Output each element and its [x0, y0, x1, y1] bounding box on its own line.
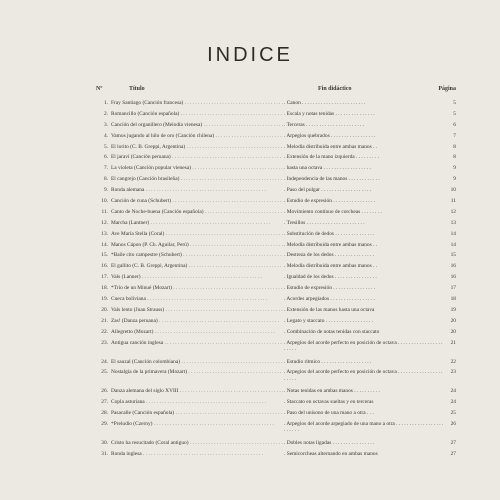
entry-number: 18.	[101, 285, 108, 292]
entry-purpose: . Arpegios quebrados . . . . . . . . . . . . . . . . .	[284, 132, 376, 139]
entry-number: 30.	[101, 440, 108, 447]
entry-page: 25	[450, 410, 456, 417]
entry-purpose: . Paso del unísono de una mano a otra . . .	[284, 410, 374, 417]
index-row	[96, 410, 456, 421]
entry-purpose: . Dobles notas ligadas . . . . . . . . . . . . . . . .	[284, 440, 375, 447]
entry-purpose: . Igualdad de los dedos . . . . . . . . . . . . . . . .	[284, 274, 377, 281]
index-row	[96, 122, 456, 133]
entry-title: Pasacalle (Canción española) . . .	[111, 410, 283, 416]
index-row	[96, 440, 456, 451]
index-row	[96, 399, 456, 410]
entry-title: Cueca boliviana . . .	[111, 296, 283, 302]
page-title: INDICE	[207, 44, 293, 66]
entry-page: 6	[453, 121, 456, 128]
entry-number: 17.	[101, 274, 108, 281]
entry-purpose: . Melodía distribuida entre ambas manos . .	[284, 143, 378, 150]
entry-title: Cristo ha resucitado (Coral antiguo) . . .	[111, 440, 283, 446]
entry-title: Canción del organillero (Melodía vienesa) . . .	[111, 122, 283, 128]
entry-page: 9	[453, 165, 456, 172]
entry-number: 12.	[101, 219, 108, 226]
index-row	[96, 318, 456, 329]
entry-purpose: . Estudio de expresión . . . . . . . . . . . . . . . .	[284, 198, 376, 205]
entry-number: 2.	[103, 110, 108, 117]
entry-page: 23	[450, 369, 456, 376]
index-row	[96, 133, 456, 144]
entry-number: 21.	[101, 317, 108, 324]
index-row	[96, 329, 456, 340]
index-row	[96, 451, 456, 462]
entry-title: Manos Cápon (P. Ch. Aguilar, Perú) . . .	[111, 242, 283, 248]
index-row	[96, 340, 456, 359]
entry-title: Vals (Lanner) . . .	[111, 274, 283, 280]
entry-page: 13	[450, 219, 456, 226]
entry-number: 8.	[103, 176, 108, 183]
entry-number: 11.	[101, 208, 108, 215]
entry-purpose: . Estudio de expresión . . . . . . . . . . . . . . . .	[284, 285, 376, 292]
entry-title: Nostalgia de la primavera (Mozart) . . .	[111, 369, 283, 375]
entry-purpose: . Escala y notas tenidas . . . . . . . . . . . . . . .	[284, 110, 375, 117]
entry-page: 14	[450, 241, 456, 248]
entry-number: 22.	[101, 328, 108, 335]
entry-title: *Trío de un Minué (Mozart) . . .	[111, 285, 283, 291]
entry-page: 16	[450, 263, 456, 270]
index-row	[96, 187, 456, 198]
index-row	[96, 231, 456, 242]
entry-purpose: . Legato y staccato . . . . . . . . . . . . . . . . . .	[284, 317, 373, 324]
entry-number: 6.	[103, 154, 108, 161]
entry-number: 28.	[101, 410, 108, 417]
entry-page: 8	[453, 143, 456, 150]
index-row	[96, 144, 456, 155]
index-row	[96, 111, 456, 122]
header-page: Página	[438, 86, 456, 92]
entry-number: 23.	[101, 339, 108, 346]
entry-title: El lorito (C. B. Greppi, Argentina) . . .	[111, 144, 283, 150]
entry-page: 15	[450, 252, 456, 259]
entry-title: Canto de Noche-buena (Canción española) . . .	[111, 209, 283, 215]
entry-page: 26	[450, 421, 456, 428]
entry-purpose: . Notas tenidas en ambas manos . . . . . . . . . .	[284, 388, 380, 395]
entry-purpose: . hasta una octava . . . . . . . . . . . . . . . . . .	[284, 165, 371, 172]
header-title: Título	[129, 86, 145, 92]
entry-purpose: . Paso del pulgar . . . . . . . . . . . . . . . . . . .	[284, 187, 372, 194]
entry-page: 7	[453, 132, 456, 139]
index-row	[96, 198, 456, 209]
entry-purpose: . Acordes arpegiados . . . . . . . . . . . . . . . . .	[284, 296, 375, 303]
entry-title: El gallito (C. B. Greppi, Argentina) . . .	[111, 263, 283, 269]
entry-number: 26.	[101, 388, 108, 395]
entry-number: 7.	[103, 165, 108, 172]
index-row	[96, 359, 456, 370]
entry-page: 5	[453, 110, 456, 117]
entry-title: Fray Santiago (Canción francesa) . . .	[111, 100, 283, 106]
entry-title: Canción de cuna (Schubert) . . .	[111, 198, 283, 204]
entry-number: 14.	[101, 241, 108, 248]
entry-page: 20	[450, 317, 456, 324]
entry-purpose: . Movimiento contínuo de corcheas . . . . . . . .	[284, 208, 382, 215]
entry-title: La violeta (Canción popular vienesa) . . .	[111, 165, 283, 171]
entry-page: 12	[450, 208, 456, 215]
index-row	[96, 388, 456, 399]
entry-page: 19	[450, 306, 456, 313]
entry-purpose: . Extensión de la mano izquierda . . . . . . . . .	[284, 154, 379, 161]
entry-number: 3.	[103, 121, 108, 128]
entry-number: 25.	[101, 369, 108, 376]
entry-purpose: . Staccato en octavas sueltas y en terceras	[284, 399, 374, 406]
index-row	[96, 176, 456, 187]
entry-page: 9	[453, 176, 456, 183]
index-row	[96, 296, 456, 307]
entry-title: Antigua canción inglesa . . .	[111, 340, 283, 346]
entry-page: 27	[450, 451, 456, 458]
entry-page: 24	[450, 399, 456, 406]
index-row	[96, 154, 456, 165]
entry-number: 19.	[101, 296, 108, 303]
index-row	[96, 220, 456, 231]
entry-page: 16	[450, 274, 456, 281]
entry-title: Zas! (Danza peruana) . . .	[111, 318, 283, 324]
table-header	[96, 86, 456, 96]
entry-page: 24	[450, 388, 456, 395]
entry-title: Ronda inglesa . . .	[111, 451, 283, 457]
entry-number: 27.	[101, 399, 108, 406]
entry-title: Marcha (Lantner) . . .	[111, 220, 283, 226]
entry-title: Ave María Stella (Coral) . . .	[111, 231, 283, 237]
entry-page: 27	[450, 440, 456, 447]
entry-title: Vamos jugando al hilo de oro (Canción chilena) . . .	[111, 133, 283, 139]
index-row	[96, 274, 456, 285]
entry-number: 31.	[101, 451, 108, 458]
entry-page: 22	[450, 358, 456, 365]
header-number: Nº	[96, 86, 103, 92]
entry-title: Vals lento (Juan Strauss) . . .	[111, 307, 283, 313]
entry-purpose: . Combinación de notas tenidas con staccato	[284, 328, 380, 335]
entry-number: 15.	[101, 252, 108, 259]
entry-purpose: . Canon . . . . . . . . . . . . . . . . . . . . . . . .	[284, 100, 366, 106]
index-row	[96, 252, 456, 263]
entry-title: El jaraví (Canción peruana) . . .	[111, 154, 283, 160]
entry-page: 21	[450, 339, 456, 346]
entry-number: 29.	[101, 421, 108, 428]
entry-page: 10	[450, 187, 456, 194]
entry-number: 5.	[103, 143, 108, 150]
entry-number: 1.	[103, 100, 108, 106]
index-row	[96, 165, 456, 176]
entry-number: 24.	[101, 358, 108, 365]
entry-title: Romancillo (Canción española) . . .	[111, 111, 283, 117]
entry-title: *Baile cito campestre (Schubert) . . .	[111, 252, 283, 258]
index-row	[96, 100, 456, 111]
entry-page: 17	[450, 285, 456, 292]
entry-title: *Preludio (Czerny) . . .	[111, 421, 283, 427]
index-row	[96, 369, 456, 388]
index-row	[96, 263, 456, 274]
entry-purpose: . Terceras . . . . . . . . . . . . . . . . . . . . . .	[284, 121, 365, 128]
entry-page: 14	[450, 230, 456, 237]
index-row	[96, 242, 456, 253]
entry-title: Allegretto (Mozart) . . .	[111, 329, 283, 335]
entry-purpose: . Extensión de las manos hasta una octava	[284, 306, 375, 313]
entry-number: 13.	[101, 230, 108, 237]
entry-number: 16.	[101, 263, 108, 270]
entry-purpose: . Melodía distribuida entre ambas manos . .	[284, 241, 378, 248]
entry-title: El cangrejo (Canción brasileña) . . .	[111, 176, 283, 182]
entry-purpose: . Tresillos . . . . . . . . . . . . . . . . . . . . . .	[284, 219, 365, 226]
entry-page: 18	[450, 296, 456, 303]
entry-purpose: . Semicorcheas alternando en ambas manos	[284, 451, 378, 458]
entry-title: El sauzal (Canción colombiana) . . .	[111, 359, 283, 365]
entry-purpose: . Melodía distribuida entre ambas manos . .	[284, 263, 378, 270]
index-row	[96, 421, 456, 440]
entry-purpose: . Arpegios del acorde perfecto en posición de octava . . . . . . . . . . . . . . . . . . . . . .	[284, 339, 443, 352]
index-row	[96, 285, 456, 296]
entry-purpose: . Destreza de los dedos . . . . . . . . . . . . . . .	[284, 252, 374, 259]
entry-purpose: . Substitución de dedos . . . . . . . . . . . . . . .	[284, 230, 375, 237]
entry-page: 11	[450, 198, 456, 205]
entry-number: 9.	[103, 187, 108, 194]
entry-title: Copla asturiana . . .	[111, 399, 283, 405]
entry-number: 20.	[101, 306, 108, 313]
entry-page: 5	[453, 100, 456, 106]
entry-number: 4.	[103, 132, 108, 139]
index-list	[96, 100, 456, 462]
entry-number: 10.	[101, 198, 108, 205]
entry-page: 8	[453, 154, 456, 161]
header-purpose: Fin didáctico	[318, 86, 352, 92]
entry-title: Ronda alemana . . .	[111, 187, 283, 193]
entry-purpose: . Independencia de las manos . . . . . . . . . . . .	[284, 176, 380, 183]
index-row	[96, 209, 456, 220]
index-row	[96, 307, 456, 318]
entry-title: Danza alemana del siglo XVIII . . .	[111, 388, 283, 394]
entry-purpose: . Estudio rítmico . . . . . . . . . . . . . . . . . . .	[284, 358, 372, 365]
entry-page: 20	[450, 328, 456, 335]
entry-purpose: . Arpegios del acorde arpegiado de una mano a otra . . . . . . . . . . . . . . . . . . . . . . . .	[284, 421, 444, 434]
entry-purpose: . Arpegios del acorde perfecto en posición de octava . . . . . . . . . . . . . . . . . . . . . .	[284, 369, 443, 382]
